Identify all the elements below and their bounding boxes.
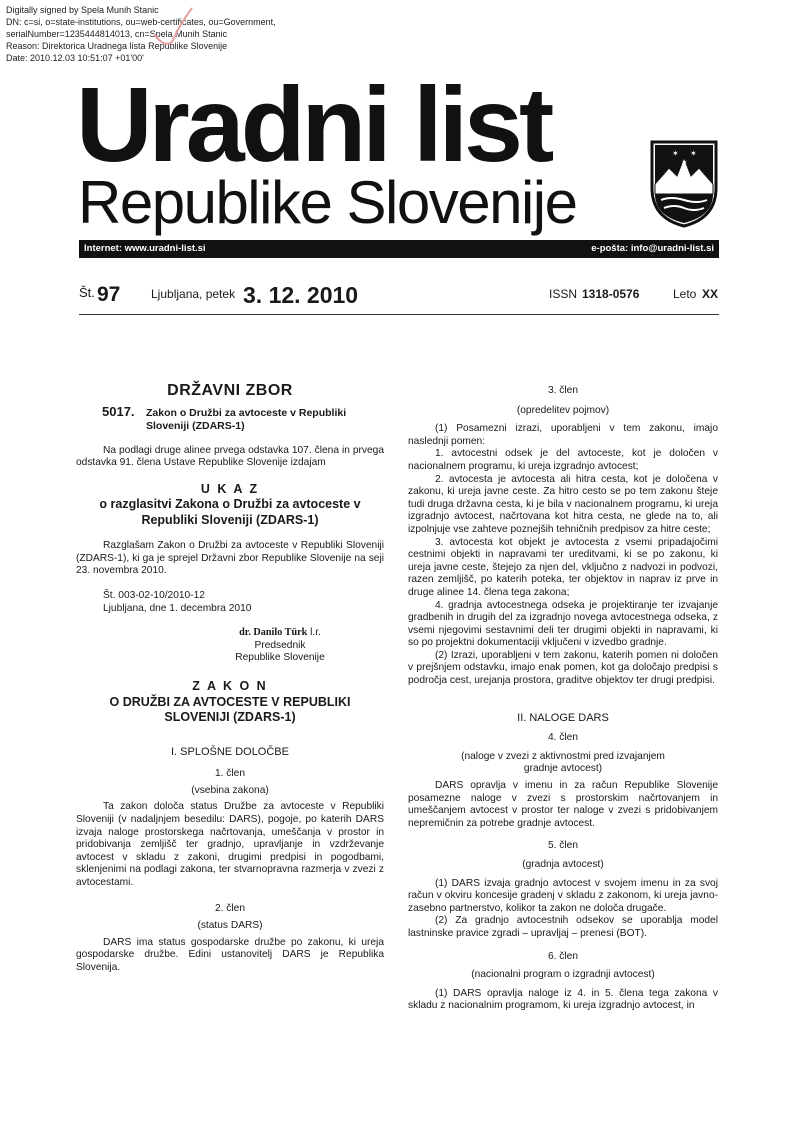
article-paragraph: (1) DARS izvaja gradnjo avtocest v svojem imenu in za svoj račun v okviru koncesije gradenj v skladu z zakonom, ki ureja javno-zasebno partnerstvo, kolikor ta zakon ne določa drugače. xyxy=(408,877,718,914)
article-paragraph: (1) Posamezni izrazi, uporabljeni v tem zakonu, imajo naslednji pomen: xyxy=(408,423,718,447)
definition-item: 4. gradnja avtocestnega odseka je projektiranje ter izvajanje gradbenih in drugih del za izgradnjo novega avtocestnega odseka, z vsemi njegovimi sestavnimi deli ter drugimi objekti in napravami, ki so po projektni dokumentaciji vključeni v izvedbo gradnje. xyxy=(408,599,718,649)
intro-paragraph: Na podlagi druge alinee prvega odstavka 107. člena in prvega odstavka 91. člena Ustave Republike Slovenije izdajam xyxy=(76,444,384,469)
right-column xyxy=(408,385,718,1013)
chapter-heading: I. SPLOŠNE DOLOČBE xyxy=(171,745,289,758)
svg-text:✶: ✶ xyxy=(681,158,688,167)
article-subheading: (opredelitev pojmov) xyxy=(516,404,610,416)
signature-check-icon xyxy=(150,4,196,60)
article-heading: 2. člen xyxy=(214,903,245,915)
signer-org: Republike Slovenije xyxy=(235,652,325,664)
masthead-title: Uradni list xyxy=(76,66,551,184)
article-heading: 3. člen xyxy=(547,385,578,396)
article-paragraph: DARS ima status gospodarske družbe po zakonu, ki ureja gospodarske družbe. Edini ustanovitelj DARS je Republika Slovenija. xyxy=(76,936,384,973)
issue-date: 3. 12. 2010 xyxy=(243,282,359,308)
article-paragraph: DARS opravlja v imenu in za račun Republike Slovenije posamezne naloge v zvezi s prostorskim načrtovanjem in umeščanjem avtocest v prostor ter naloge v zvezi s pridobivanjem nepremičnin za potrebe gradnje avtocest. xyxy=(408,780,718,829)
ukaz-subheading: o razglasitvi Zakona o Družbi za avtoceste v Republiki Sloveniji (ZDARS-1) xyxy=(99,497,361,527)
signature-line: DN: c=si, o=state-institutions, ou=web-certificates, ou=Government, xyxy=(6,17,276,27)
zakon-subheading: O DRUŽBI ZA AVTOCESTE V REPUBLIKI SLOVENIJI (ZDARS-1) xyxy=(109,694,351,725)
article-paragraph: (2) Izrazi, uporabljeni v tem zakonu, katerih pomen ni določen v prejšnjem odstavku, imajo enak pomen, kot ga določajo predpisi s področja cest, urejanja prostora, graditve objektov ter drugi predpisi. xyxy=(408,649,718,687)
issue-number-label: Št. xyxy=(79,285,95,300)
masthead-subtitle: Republike Slovenije xyxy=(78,169,577,236)
article-subheading: (status DARS) xyxy=(197,920,263,932)
issn-label: ISSN xyxy=(549,287,578,301)
act-title: Zakon o Družbi za avtoceste v Republiki Sloveniji (ZDARS-1) xyxy=(146,406,347,432)
svg-text:✶: ✶ xyxy=(690,149,697,158)
article-subheading: (gradnja avtocest) xyxy=(522,859,604,870)
signature-line: Reason: Direktorica Uradnega lista Republike Slovenije xyxy=(6,41,228,51)
email-link[interactable]: e-pošta: info@uradni-list.si xyxy=(591,243,714,254)
coat-of-arms-icon xyxy=(649,138,719,228)
article-paragraph: Ta zakon določa status Družbe za avtoceste v Republiki Sloveniji (v nadaljnjem besedilu: DARS), pogoje, po katerih DARS izvaja naloge prostorskega načrtovanja, umeščanja v prostor in pridobivanja zemljišč ter gradnjo, upravljanje in vzdrževanje avtocest v skladu z zakoni, drugimi predpisi in pogodbami, sklenjenimi na podlagi zakona, ter stvarnopravna razmerja v zvezi z avtocestami. xyxy=(76,801,384,888)
section-heading: DRŽAVNI ZBOR xyxy=(167,382,293,399)
signature-line: Date: 2010.12.03 10:51:07 +01'00' xyxy=(6,53,144,63)
article-heading: 6. člen xyxy=(547,950,578,962)
left-column xyxy=(76,382,384,974)
definition-item: 3. avtocesta kot objekt je avtocesta z vsemi pripadajočimi cestnimi objekti in napravami ter ureditvami, ki se po zakonu, ki ureja javne ceste, štejejo za njen del, vključno z nadvozi in podvozi, razen zemljišč, po katerih poteka, ter objektov in naprav iz prve in druge alinee 14. člena tega zakona; xyxy=(408,536,718,598)
zakon-heading: Z A K O N xyxy=(192,679,268,694)
year-label: Leto xyxy=(673,287,697,301)
signer-name: dr. Danilo Türk xyxy=(239,627,308,639)
article-subheading: (naloge v zvezi z aktivnostmi pred izvajanjem gradnje avtocest) xyxy=(461,750,665,775)
chapter-heading: II. NALOGE DARS xyxy=(517,711,609,724)
issn-value: 1318-0576 xyxy=(582,287,640,301)
issue-number: 97 xyxy=(97,283,121,306)
article-paragraph: (2) Za gradnjo avtocestnih odsekov se uporablja model lastninske pravice zgradi – upravljaj – prenesi (BOT). xyxy=(408,915,718,939)
article-subheading: (nacionalni program o izgradnji avtocest) xyxy=(471,969,655,981)
issue-place-day: Ljubljana, petek xyxy=(151,287,236,301)
svg-text:✶: ✶ xyxy=(672,149,679,158)
reference-number: Št. 003-02-10/2010-12 xyxy=(103,590,205,602)
article-subheading: (vsebina zakona) xyxy=(191,784,269,796)
internet-link[interactable]: Internet: www.uradni-list.si xyxy=(84,243,206,254)
article-paragraph: (1) DARS opravlja naloge iz 4. in 5. člena tega zakona v skladu z nacionalnim programom, ki ureja izgradnjo avtocest, in xyxy=(408,987,718,1012)
contact-bar xyxy=(79,240,719,258)
reference-date: Ljubljana, dne 1. decembra 2010 xyxy=(103,602,252,614)
ukaz-paragraph: Razglašam Zakon o Družbi za avtoceste v Republiki Sloveniji (ZDARS-1), ki ga je sprejel Državni zbor Republike Slovenije na seji 23. novembra 2010. xyxy=(76,540,384,577)
ukaz-heading: U K A Z xyxy=(200,481,260,496)
signature-line: serialNumber=1235444814013, cn=Spela Munih Stanic xyxy=(6,29,228,39)
act-number: 5017. xyxy=(102,403,135,419)
issue-line xyxy=(79,284,719,315)
signer-line xyxy=(176,627,384,640)
signature-line: Digitally signed by Spela Munih Stanic xyxy=(6,5,159,15)
article-heading: 4. člen xyxy=(547,732,578,744)
signer-suffix: l.r. xyxy=(307,627,321,639)
signer-role: Predsednik xyxy=(254,639,306,651)
article-heading: 1. člen xyxy=(214,768,245,780)
article-heading: 5. člen xyxy=(547,840,578,852)
definition-item: 1. avtocestni odsek je del avtoceste, kot je določen v nacionalnem programu, ki ureja izgradnjo avtocest; xyxy=(408,448,718,472)
definition-item: 2. avtocesta je avtocesta ali hitra cesta, kot je določena v zakonu, ki ureja javne ceste. Za hitro cesto se po tem zakonu šteje tudi druga državna cesta, ki je bila v nacionalnem programu, ki ureja izgradnjo avtocest, načrtovana kot hitra cesta, ne glede na to, ali izpolnjuje vse zahteve poznejših tehničnih predpisov za hitre ceste; xyxy=(408,473,718,535)
year-value: XX xyxy=(702,287,719,301)
act-heading xyxy=(76,403,384,433)
signer-block xyxy=(76,627,384,665)
digital-signature-block xyxy=(6,4,276,64)
